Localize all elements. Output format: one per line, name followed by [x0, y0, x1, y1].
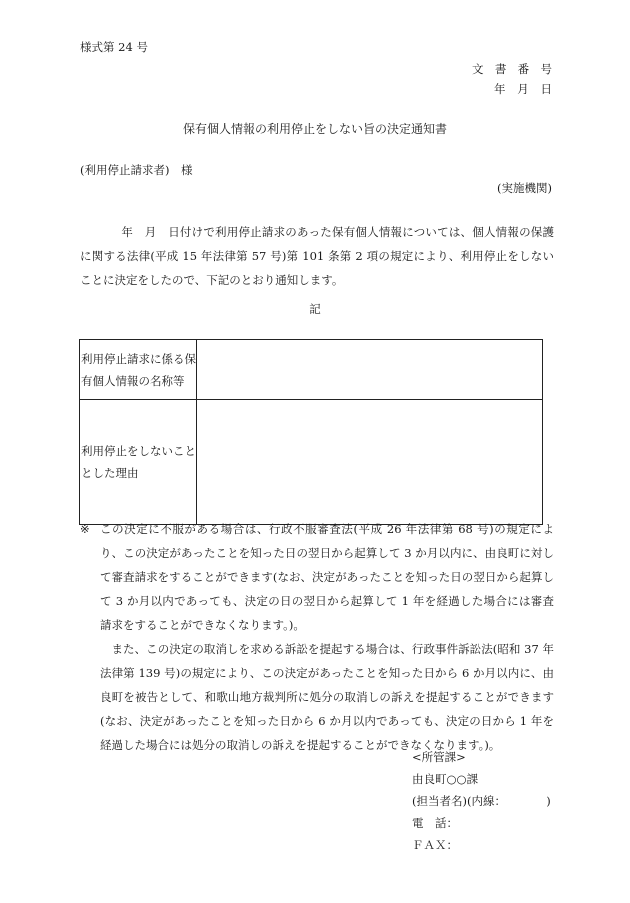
table-row [80, 400, 543, 525]
date-char: 年 [494, 82, 506, 96]
document-number-label [472, 64, 552, 76]
appeal-notice [80, 517, 554, 757]
document-date-label [494, 84, 552, 96]
detail-table [79, 339, 543, 525]
date-char: 日 [540, 82, 552, 96]
doc-number-char: 号 [540, 62, 552, 76]
document-title: 保有個人情報の利用停止をしない旨の決定通知書 [182, 122, 447, 136]
recipient: (利用停止請求者) 様 [80, 163, 193, 177]
fax-label: ＦＡＸ： [412, 838, 458, 852]
body-text [80, 220, 554, 292]
note-paragraph-1: この決定に不服がある場合は、行政不服審査法(平成 26 年法律第 68 号)の規定により、この決定があったことを知った日の翌日から起算して 3 か月以内に、由良町に対して審査請求をすることができます(なお、決定があったことを知った日の翌日から起算して 3 か月以内であっても、決定の日の翌日から起算して 1 年を経過した場合には審査請求をすることができなくなります。)。 [100, 522, 554, 632]
table-row [80, 340, 543, 400]
note-paragraph-2: また、この決定の取消しを求める訴訟を提起する場合は、行政事件訴訟法(昭和 37 年法律第 139 号)の規定により、この決定があったことを知った日から 6 か月以内に、由良町を被告として、和歌山地方裁判所に処分の取消しの訴えを提起することができます(なお、決定があったことを知った日から 6 か月以内であっても、決定の日から 1 年を経過した場合には処分の取消しの訴えを提起することができなくなります。)。 [100, 642, 554, 752]
department-name: 由良町○○課 [412, 772, 479, 786]
telephone-label: 電 話： [412, 816, 458, 830]
note-mark: ※ [80, 522, 90, 536]
issuing-agency: (実施機関) [497, 181, 552, 195]
doc-number-char: 番 [517, 62, 530, 76]
doc-number-char: 文 [472, 62, 484, 76]
info-name-value [197, 340, 543, 400]
person-in-charge: (担当者名)(内線： ) [412, 794, 551, 808]
doc-number-char: 書 [494, 62, 507, 76]
form-number: 様式第 24 号 [80, 40, 148, 54]
date-char: 月 [517, 82, 529, 96]
ki-heading: 記 [309, 302, 321, 316]
body-paragraph: 年 月 日付けで利用停止請求のあった保有個人情報については、個人情報の保護に関する法律(平成 15 年法律第 57 号)第 101 条第 2 項の規定により、利用停止をしないことに決定をしたので、下記のとおり通知します。 [80, 225, 554, 287]
contact-block [412, 746, 551, 856]
department-heading: <所管課> [412, 750, 466, 764]
reason-label: 利用停止をしないこととした理由 [80, 400, 197, 525]
reason-value [197, 400, 543, 525]
info-name-label: 利用停止請求に係る保有個人情報の名称等 [80, 340, 197, 400]
